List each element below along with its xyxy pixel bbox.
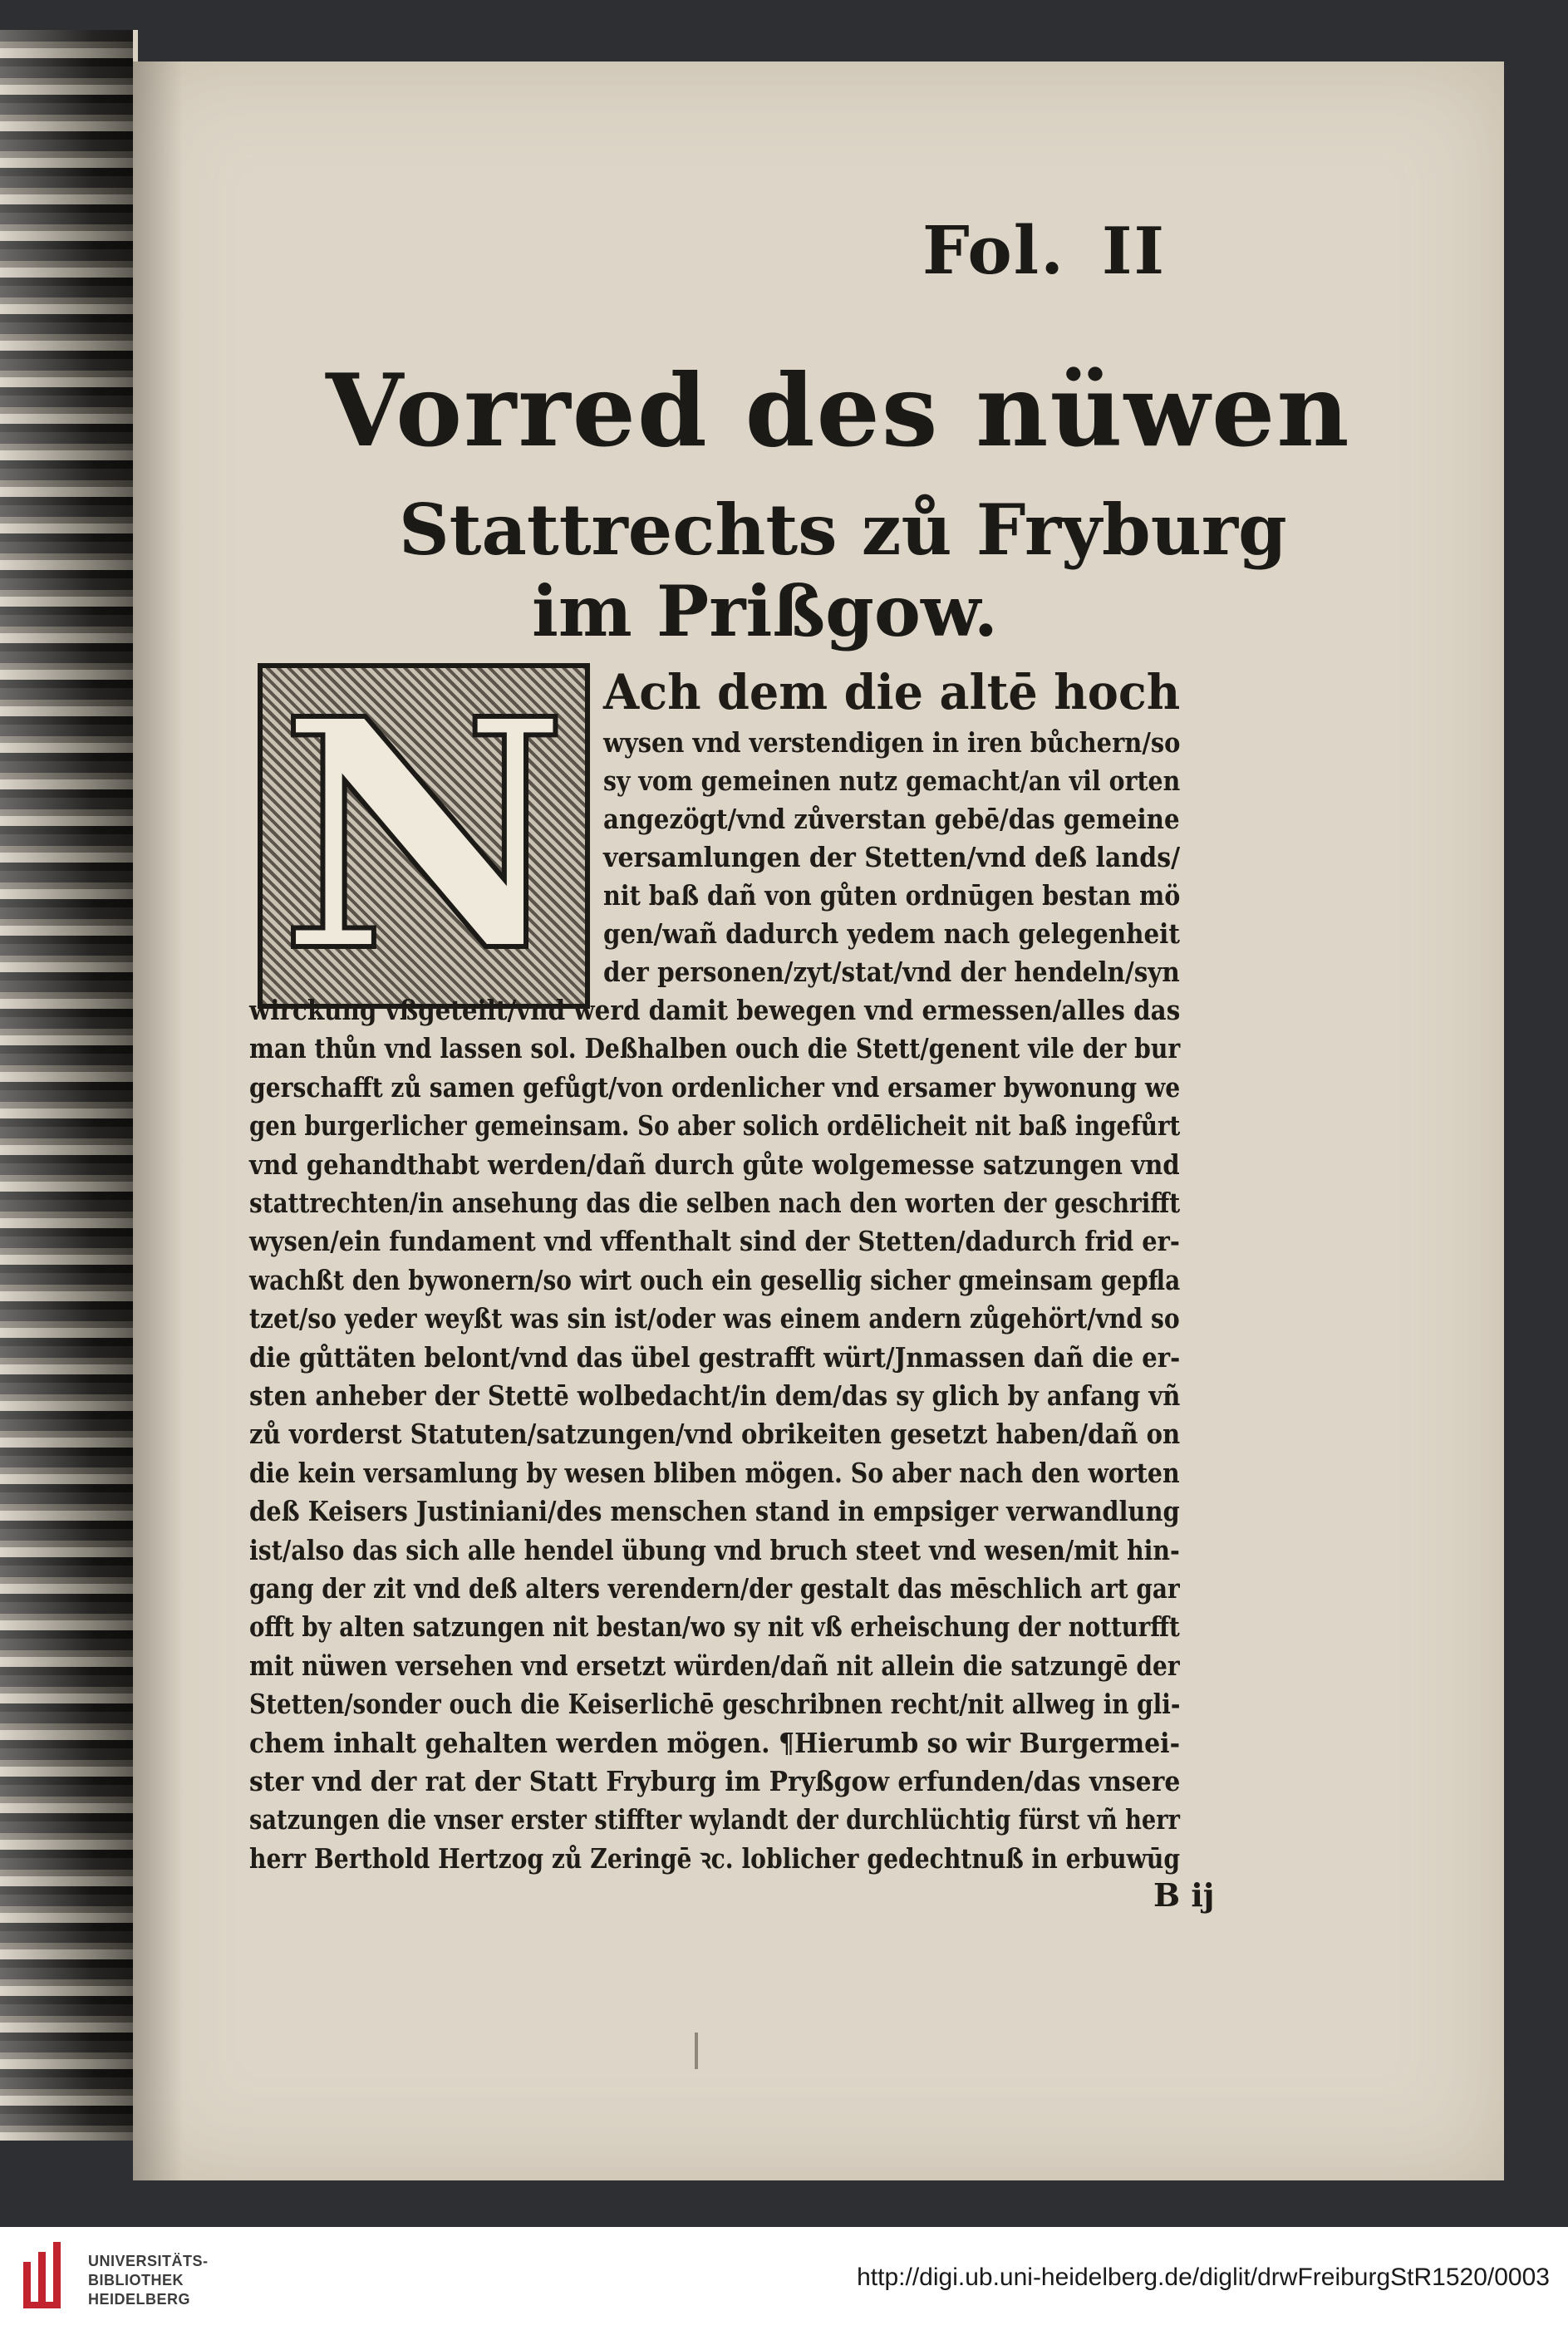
page-gutter-shadow bbox=[133, 61, 183, 2180]
text-line: man thůn vnd lassen sol. Deßhalben ouch die Stett/genent vile der bur bbox=[249, 1032, 1181, 1065]
text-line: Stetten/sonder ouch die Keiserlichē geschribnen recht/nit allweg in gli- bbox=[249, 1688, 1181, 1721]
text-line: der personen/zyt/stat/vnd der hendeln/syn bbox=[603, 956, 1180, 988]
folio-header bbox=[922, 211, 1166, 289]
text-line: gen/wañ dadurch yedem nach gelegenheit bbox=[603, 917, 1180, 950]
text-line: nit baß dañ von gůten ordnūgen bestan mö bbox=[603, 879, 1181, 912]
text-line: sy vom gemeinen nutz gemacht/an vil orten bbox=[603, 764, 1181, 797]
folio-label: Fol. bbox=[922, 211, 1066, 289]
text-line: herr Berthold Hertzog zů Zeringē ꝛc. loblicher gedechtnuß in erbuwūg bbox=[249, 1841, 1181, 1875]
source-url[interactable]: http://digi.ub.uni-heidelberg.de/diglit/drwFreiburgStR1520/0003 bbox=[857, 2264, 1550, 2291]
text-line: wysen vnd verstendigen in iren bůchern/so bbox=[603, 726, 1181, 759]
text-line: satzungen die vnser erster stiffter wylandt der durchlüchtig fürst vñ herr bbox=[249, 1803, 1180, 1836]
folio-number: II bbox=[1102, 214, 1167, 289]
book-page bbox=[133, 61, 1504, 2180]
fold-mark bbox=[695, 2033, 698, 2069]
catchword: B ij bbox=[1153, 1876, 1215, 1914]
text-line: die kein versamlung by wesen bliben mögen. So aber nach den worten bbox=[249, 1456, 1180, 1489]
text-line: Ach dem die altē hoch bbox=[603, 664, 1181, 720]
text-line: gerschafft zů samen gefůgt/von ordenlicher vnd ersamer bywonung we bbox=[249, 1070, 1181, 1104]
text-line: wysen/ein fundament vnd vffenthalt sind der Stetten/dadurch frid er- bbox=[249, 1225, 1180, 1258]
facing-page-woodcut-border bbox=[0, 30, 138, 2141]
text-line: vnd gehandthabt werden/dañ durch gůte wolgemesse satzungen vnd bbox=[249, 1148, 1180, 1181]
text-line: wachßt den bywonern/so wirt ouch ein gesellig sicher gmeinsam gepfla bbox=[249, 1263, 1181, 1296]
text-line: tzet/so yeder weyßt was sin ist/oder was einem andern zůgehört/vnd so bbox=[249, 1302, 1180, 1335]
institution-line-3: HEIDELBERG bbox=[88, 2291, 191, 2308]
text-line: gen burgerlicher gemeinsam. So aber solich ordēlicheit nit baß ingefůrt bbox=[249, 1109, 1181, 1143]
library-logo-icon bbox=[20, 2237, 70, 2325]
text-line: mit nüwen versehen vnd ersetzt würden/dañ nit allein die satzungē der bbox=[249, 1649, 1180, 1682]
initial-letter: N bbox=[279, 650, 568, 1021]
text-line: deß Keisers Justiniani/des menschen stand in empsiger verwandlung bbox=[249, 1495, 1180, 1528]
text-line: zů vorderst Statuten/satzungen/vnd obrikeiten gesetzt haben/dañ on bbox=[249, 1418, 1181, 1451]
institution-name bbox=[88, 2252, 209, 2309]
title-line-1: Vorred des nüwen bbox=[326, 352, 1351, 469]
text-line: sten anheber der Stettē wolbedacht/in dem/das sy glich by anfang vñ bbox=[249, 1379, 1181, 1412]
institution-line-2: BIBLIOTHEK bbox=[88, 2272, 184, 2288]
text-line: versamlungen der Stetten/vnd deß lands/ bbox=[603, 841, 1181, 873]
facing-page-shadow bbox=[0, 30, 133, 2141]
text-line: die gůttäten belont/vnd das übel gestrafft würt/Jnmassen dañ die er- bbox=[249, 1340, 1181, 1374]
footer-bar bbox=[0, 2227, 1568, 2335]
title-line-2: Stattrechts zů Fryburg bbox=[399, 489, 1287, 571]
text-line: ster vnd der rat der Statt Fryburg im Pryßgow erfunden/das vnsere bbox=[249, 1765, 1181, 1797]
text-line: wirckung vßgeteilt/vnd werd damit bewegen vnd ermessen/alles das bbox=[249, 994, 1181, 1026]
woodcut-initial bbox=[258, 650, 590, 1021]
title-line-3: im Prißgow. bbox=[532, 570, 999, 652]
text-line: offt by alten satzungen nit bestan/wo sy nit vß erheischung der notturfft bbox=[249, 1610, 1180, 1644]
text-line: gang der zit vnd deß alters verendern/der gestalt das mēschlich art gar bbox=[249, 1572, 1180, 1605]
text-line: stattrechten/in ansehung das die selben nach den worten der geschrifft bbox=[249, 1187, 1181, 1219]
text-line: ist/also das sich alle hendel übung vnd bruch steet vnd wesen/mit hin- bbox=[249, 1533, 1180, 1566]
text-line: chem inhalt gehalten werden mögen. ¶Hierumb so wir Burgermei- bbox=[249, 1726, 1181, 1759]
text-line: angezögt/vnd zůverstan gebē/das gemeine bbox=[603, 803, 1180, 835]
institution-line-1: UNIVERSITÄTS- bbox=[88, 2253, 209, 2269]
